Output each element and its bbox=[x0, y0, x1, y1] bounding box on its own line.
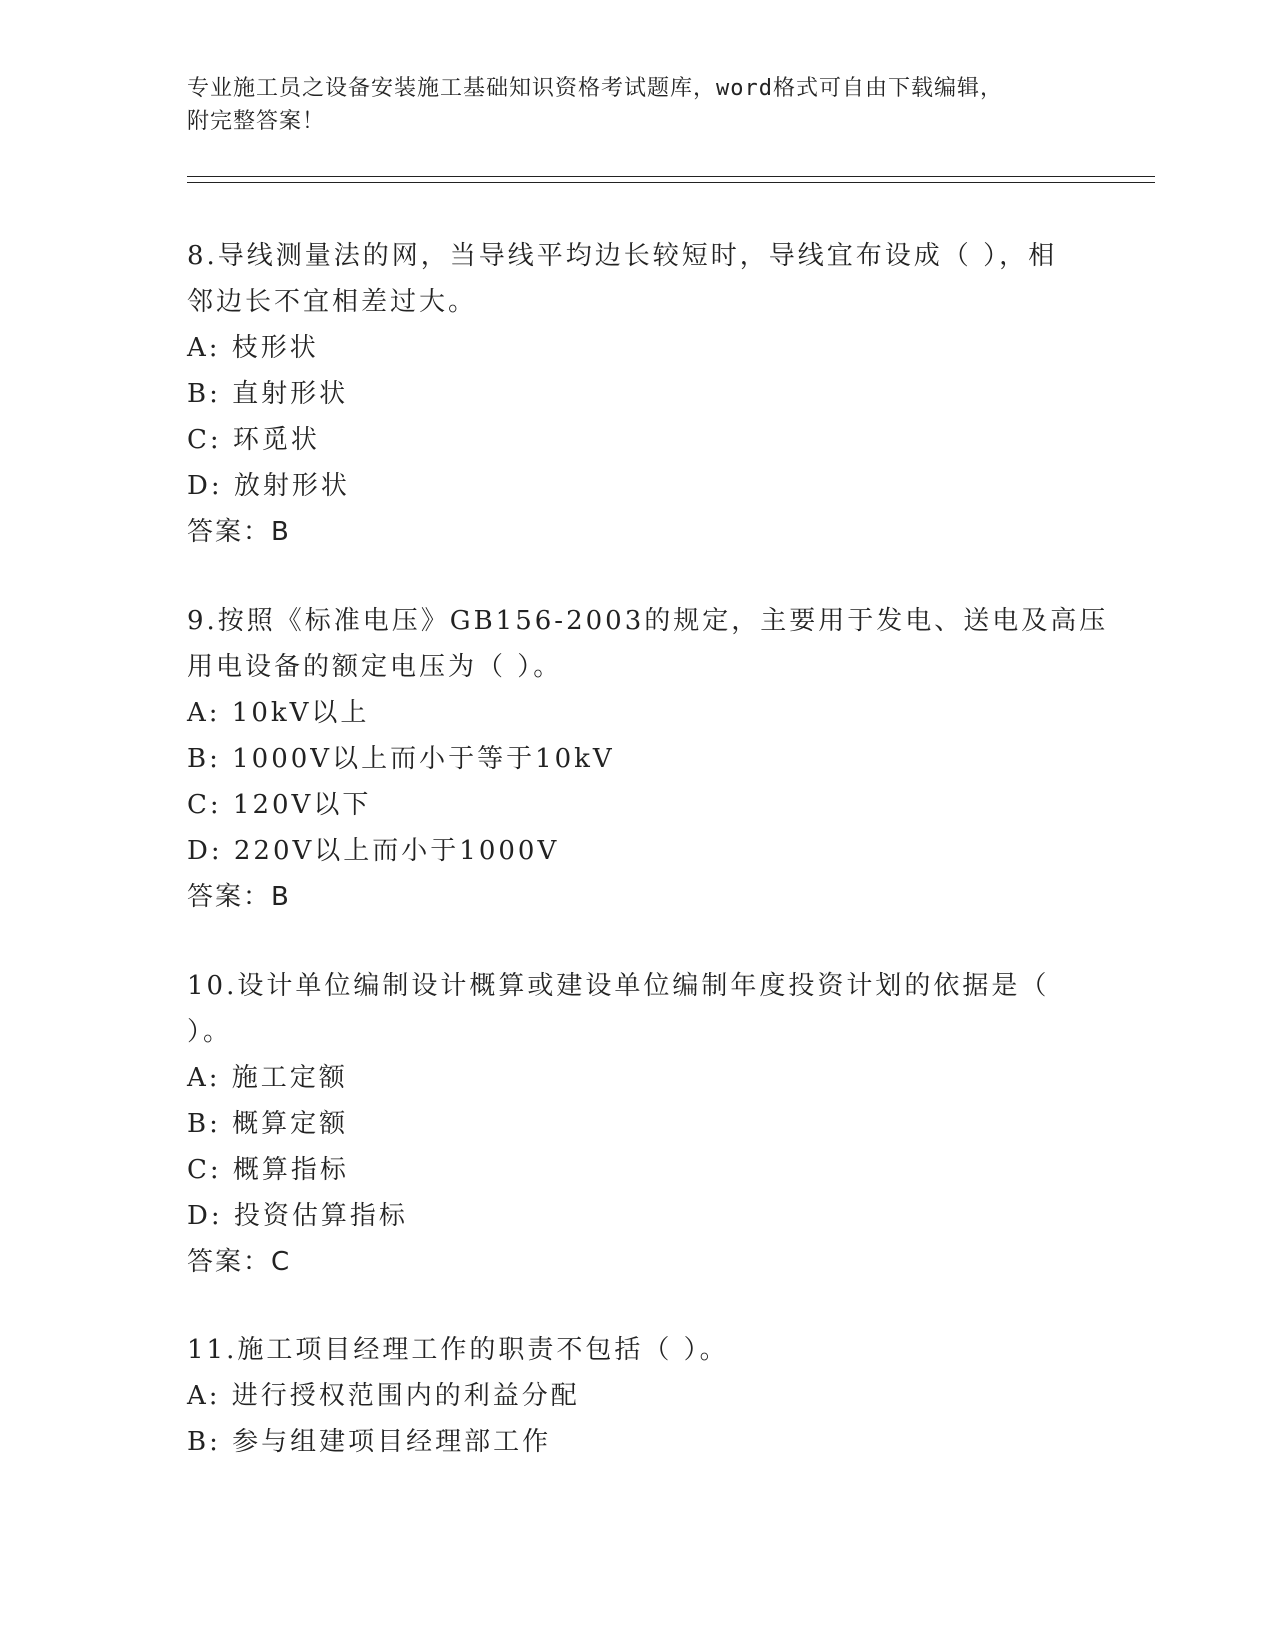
question-10 bbox=[187, 963, 1087, 1285]
answer: 答案：B bbox=[187, 517, 291, 547]
answer: 答案：B bbox=[187, 882, 291, 912]
header-divider-top bbox=[187, 176, 1155, 177]
option-d: D: 投资估算指标 bbox=[187, 1201, 408, 1231]
option-a: A: 进行授权范围内的利益分配 bbox=[187, 1381, 580, 1411]
document-header bbox=[187, 72, 1067, 138]
header-line-1: 专业施工员之设备安装施工基础知识资格考试题库，word格式可自由下载编辑， bbox=[187, 76, 1003, 101]
option-c: C: 120V以下 bbox=[187, 790, 372, 820]
question-stem-line: 用电设备的额定电压为（ ）。 bbox=[187, 652, 563, 682]
question-stem-line: 8.导线测量法的网，当导线平均边长较短时，导线宜布设成（ ），相 bbox=[187, 241, 1058, 271]
option-a: A: 10kV以上 bbox=[187, 698, 370, 728]
question-stem-line: ）。 bbox=[187, 1017, 233, 1047]
question-stem-line: 11.施工项目经理工作的职责不包括（ ）。 bbox=[187, 1335, 729, 1365]
option-c: C: 概算指标 bbox=[187, 1155, 349, 1185]
option-d: D: 220V以上而小于1000V bbox=[187, 836, 560, 866]
option-b: B: 1000V以上而小于等于10kV bbox=[187, 744, 615, 774]
question-stem-line: 10.设计单位编制设计概算或建设单位编制年度投资计划的依据是（ bbox=[187, 971, 1050, 1001]
question-stem-line: 9.按照《标准电压》GB156-2003的规定，主要用于发电、送电及高压 bbox=[187, 606, 1109, 636]
answer: 答案：C bbox=[187, 1247, 292, 1277]
header-divider-bottom bbox=[187, 182, 1155, 183]
option-c: C: 环觅状 bbox=[187, 425, 320, 455]
option-b: B: 参与组建项目经理部工作 bbox=[187, 1427, 552, 1457]
option-a: A: 枝形状 bbox=[187, 333, 319, 363]
question-9 bbox=[187, 598, 1109, 920]
option-b: B: 概算定额 bbox=[187, 1109, 349, 1139]
question-11 bbox=[187, 1327, 1087, 1465]
question-8 bbox=[187, 233, 1087, 555]
option-b: B: 直射形状 bbox=[187, 379, 349, 409]
option-a: A: 施工定额 bbox=[187, 1063, 348, 1093]
question-stem-line: 邻边长不宜相差过大。 bbox=[187, 287, 478, 317]
option-d: D: 放射形状 bbox=[187, 471, 350, 501]
header-line-2: 附完整答案！ bbox=[187, 109, 326, 134]
